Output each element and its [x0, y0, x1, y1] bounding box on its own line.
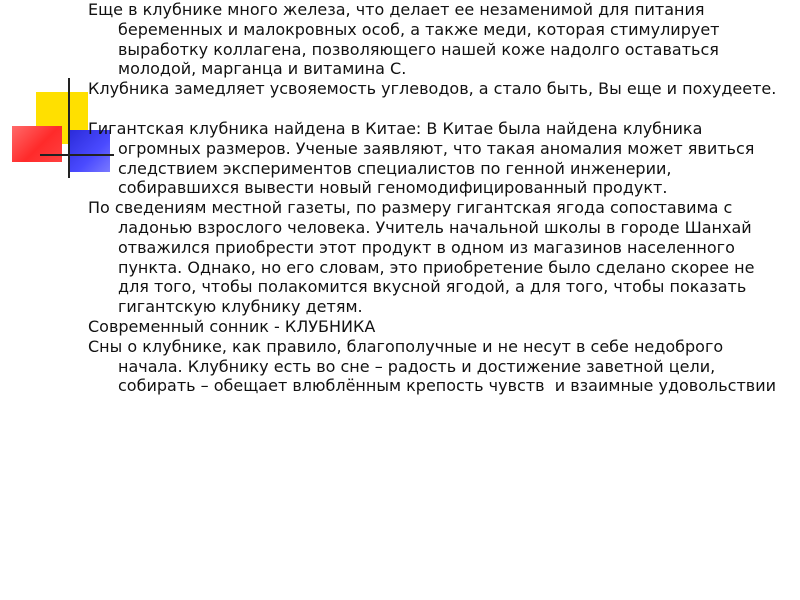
red-square	[12, 126, 62, 162]
vertical-line	[68, 78, 70, 178]
paragraph-giant-strawberry: Гигантская клубника найдена в Китае: В Китае была найдена клубника огромных размеров. Ученые заявляют, что такая аномалия может явиться следствием экспериментов специалистов по генной инженерии, собиравшихся вывести новый геномодифицированный продукт.	[88, 118, 760, 198]
paragraph-carbs: Клубника замедляет усвояемость углеводов, а стало быть, Вы еще и похудеете.	[88, 79, 777, 99]
paragraph-dreams: Сны о клубнике, как правило, благополучные и не несут в себе недоброго начала. Клубнику есть во сне – радость и достижение заветной цели, собирать – обещает влюблённым крепость чувств и взаимные удовольствии	[88, 336, 777, 396]
paragraph-newspaper: По сведениям местной газеты, по размеру гигантская ягода сопоставима с ладонью взрослого человека. Учитель начальной школы в городе Шанхай отважился приобрести этот продукт в одном из магазинов населенного пункта. Однако, но его словам, это приобретение было сделано скорее не для того, чтобы полакомится вкусной ягодой, а для того, чтобы показать гигантскую клубнику детям.	[88, 198, 760, 317]
slide-text	[88, 0, 780, 396]
paragraph-gap	[88, 99, 780, 119]
paragraph-iron: Еще в клубнике много железа, что делает ее незаменимой для питания беременных и малокровных особ, а также меди, которая стимулирует выработку коллагена, позволяющего нашей коже надолго оставаться молодой, марганца и витамина С.	[88, 0, 725, 79]
paragraph-dream-book-heading: Современный сонник - КЛУБНИКА	[88, 316, 376, 336]
